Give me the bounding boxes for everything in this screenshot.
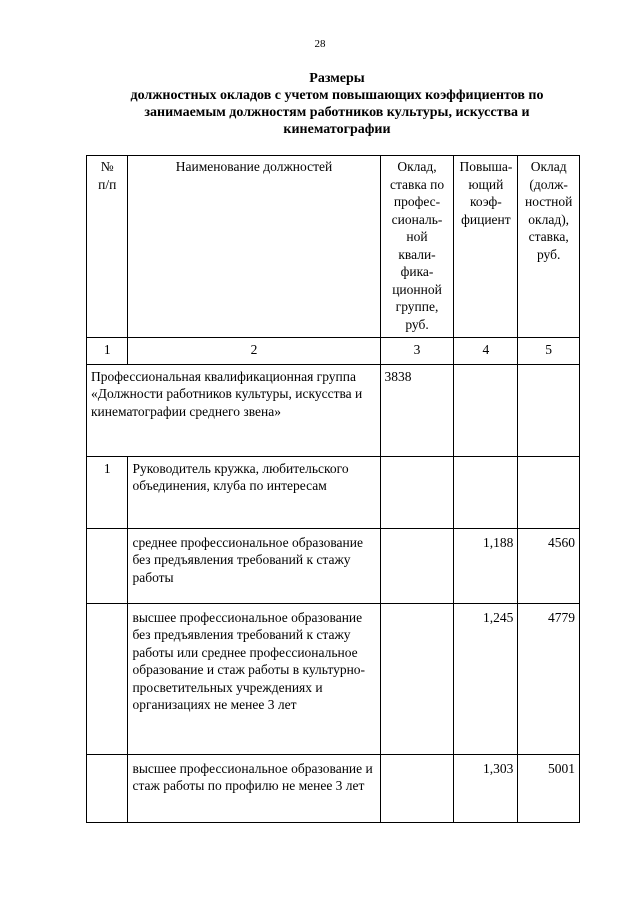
column-number: 5: [518, 338, 580, 365]
title-line-4: кинематографии: [283, 122, 391, 137]
condition-cell: высшее профессиональное образование и стаж работы по профилю не менее 3 лет: [128, 754, 380, 822]
document-title: [88, 70, 586, 138]
header-position-name: Наименование должностей: [128, 156, 380, 338]
empty-cell: [380, 456, 454, 528]
salary-cell: 5001: [518, 754, 580, 822]
group-name: Профессиональная квалификационная группа «Должности работников культуры, искусства и кинематографии среднего звена»: [87, 364, 381, 456]
empty-cell: [454, 364, 518, 456]
table-row: [87, 603, 580, 754]
page-number: 28: [314, 38, 326, 50]
empty-cell: [518, 456, 580, 528]
column-number: 3: [380, 338, 454, 365]
empty-cell: [380, 528, 454, 603]
title-line-3: занимаемым должностям работников культуры, искусства и: [144, 105, 530, 120]
position-row: [87, 456, 580, 528]
header-salary: Оклад (долж- ностной оклад), ставка, руб.: [518, 156, 580, 338]
coefficient-cell: 1,303: [454, 754, 518, 822]
empty-cell: [87, 754, 128, 822]
column-numbers-row: [87, 338, 580, 365]
column-number: 2: [128, 338, 380, 365]
group-row: [87, 364, 580, 456]
empty-cell: [518, 364, 580, 456]
title-line-1: Размеры: [309, 71, 365, 86]
table-row: [87, 528, 580, 603]
column-number: 1: [87, 338, 128, 365]
empty-cell: [87, 528, 128, 603]
condition-cell: среднее профессиональное образование без предъявления требований к стажу работы: [128, 528, 380, 603]
empty-cell: [380, 754, 454, 822]
salary-cell: 4560: [518, 528, 580, 603]
column-number: 4: [454, 338, 518, 365]
salary-table: [86, 155, 580, 823]
coefficient-cell: 1,245: [454, 603, 518, 754]
empty-cell: [454, 456, 518, 528]
coefficient-cell: 1,188: [454, 528, 518, 603]
empty-cell: [380, 603, 454, 754]
condition-cell: высшее профессиональное образование без предъявления требований к стажу работы или среднее профессиональное образование и стаж работы в культурно-просветительных учреждениях и организациях не менее 3 лет: [128, 603, 380, 754]
header-coefficient: Повыша- ющий коэф- фициент: [454, 156, 518, 338]
header-number: № п/п: [87, 156, 128, 338]
header-base-salary: Оклад, ставка по профес- сиональ- ной квали- фика- ционной группе, руб.: [380, 156, 454, 338]
group-base-salary: 3838: [380, 364, 454, 456]
title-line-2: должностных окладов с учетом повышающих коэффициентов по: [130, 88, 544, 103]
salary-cell: 4779: [518, 603, 580, 754]
empty-cell: [87, 603, 128, 754]
table-row: [87, 754, 580, 822]
position-number: 1: [87, 456, 128, 528]
position-name: Руководитель кружка, любительского объединения, клуба по интересам: [128, 456, 380, 528]
table-header-row: [87, 156, 580, 338]
